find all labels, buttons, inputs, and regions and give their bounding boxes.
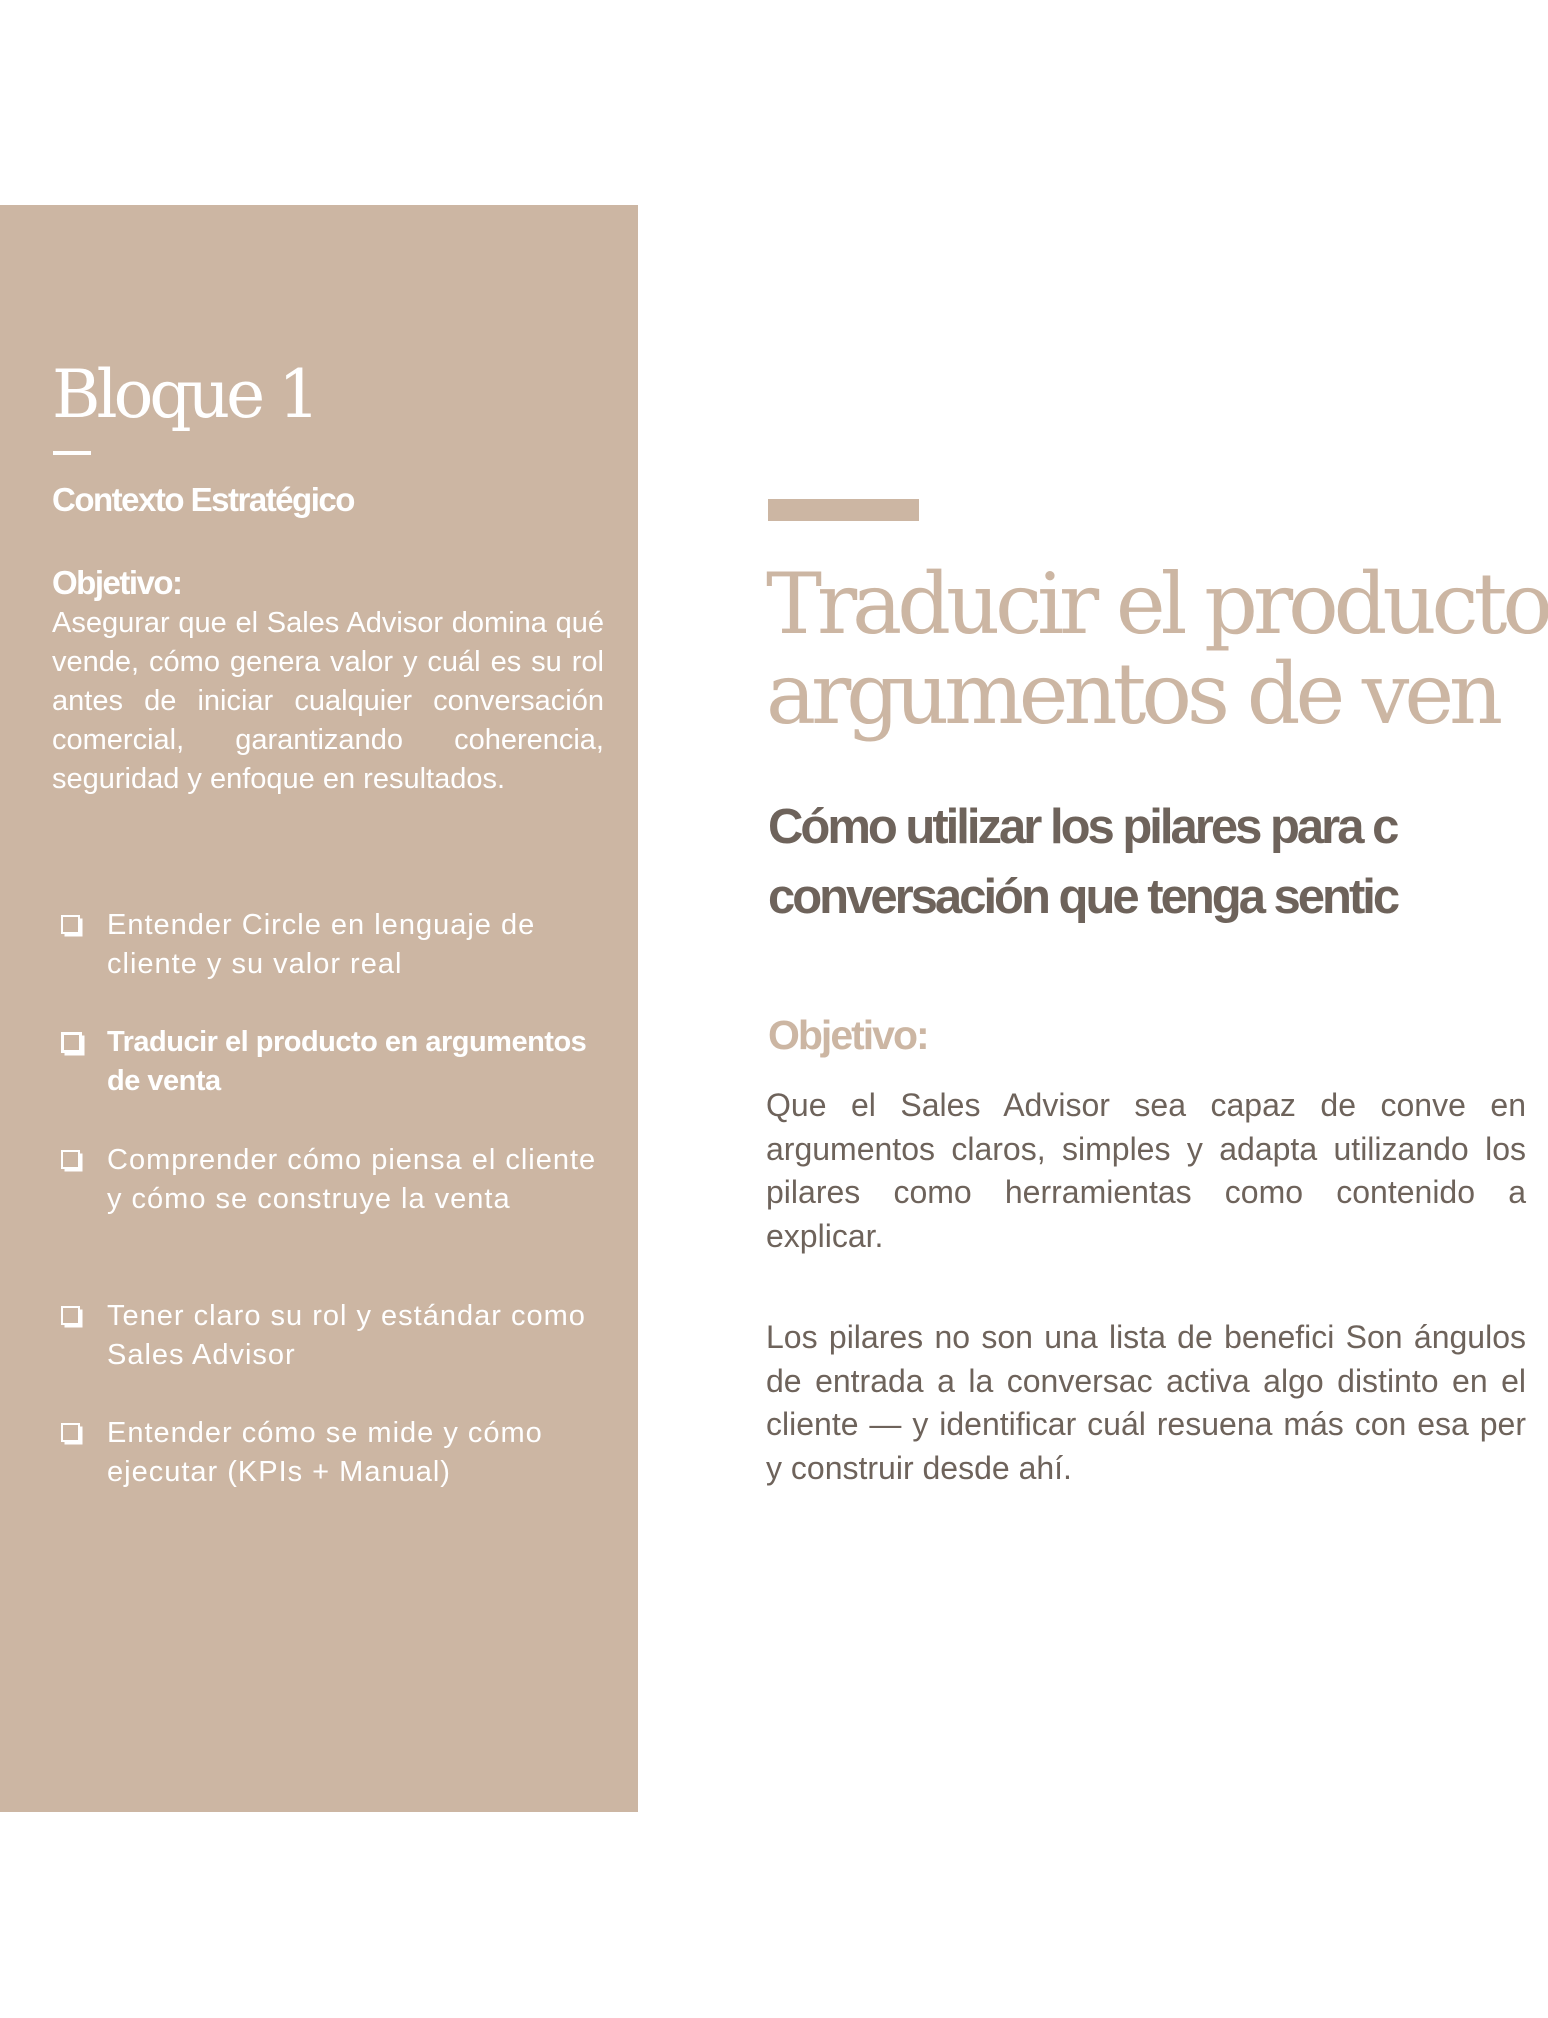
context-panel xyxy=(0,205,638,1812)
panel-objective-label: Objetivo: xyxy=(52,564,182,601)
checkbox-icon xyxy=(61,1306,80,1325)
checklist-item xyxy=(58,1141,598,1221)
objective-label: Objetivo: xyxy=(768,1012,928,1058)
accent-bar xyxy=(768,499,919,521)
checklist-item-active xyxy=(58,1023,598,1103)
checkbox-icon xyxy=(61,1032,82,1053)
objective-paragraph: Que el Sales Advisor sea capaz de conve en argumentos claros, simples y adapta utilizando los pilares como herramientas como contenido a explicar. xyxy=(766,1087,1526,1254)
page-title-line-2: argumentos de ven xyxy=(766,645,1499,743)
page-subtitle-line-1: Cómo utilizar los pilares para c xyxy=(768,800,1397,854)
page-title-line-1: Traducir el producto xyxy=(766,555,1548,653)
block-subtitle: Contexto Estratégico xyxy=(52,481,354,518)
page-subtitle xyxy=(768,792,1397,932)
checklist-item-label: Entender cómo se mide y cómo ejecutar (KPIs + Manual) xyxy=(107,1417,543,1488)
checklist-item-label: Traducir el producto en argumentos de venta xyxy=(107,1026,587,1097)
page-title xyxy=(766,555,1548,743)
page-subtitle-line-2: conversación que tenga sentic xyxy=(768,870,1398,924)
checklist-item xyxy=(58,906,598,986)
checkbox-icon xyxy=(61,1150,80,1169)
panel-objective-text: Asegurar que el Sales Advisor domina qué vende, cómo genera valor y cuál es su rol antes de iniciar cualquier conversación comercial, garantizando coherencia, seguridad y enfoque en resultados. xyxy=(52,607,604,795)
checklist-item xyxy=(58,1297,598,1377)
block-title: Bloque 1 xyxy=(52,356,317,433)
checklist-item-label: Tener claro su rol y estándar como Sales Advisor xyxy=(107,1300,586,1371)
checklist-item xyxy=(58,1414,598,1494)
checklist-item-label: Entender Circle en lenguaje de cliente y su valor real xyxy=(107,909,536,980)
checkbox-icon xyxy=(61,1423,80,1442)
checklist-item-label: Comprender cómo piensa el cliente y cómo se construye la venta xyxy=(107,1144,597,1215)
title-divider xyxy=(53,451,91,455)
pillars-paragraph: Los pilares no son una lista de benefici Son ángulos de entrada a la conversac activa algo distinto en el cliente — y identificar cuál resuena más con esa per y construir desde ahí. xyxy=(766,1319,1526,1486)
checkbox-icon xyxy=(61,915,80,934)
